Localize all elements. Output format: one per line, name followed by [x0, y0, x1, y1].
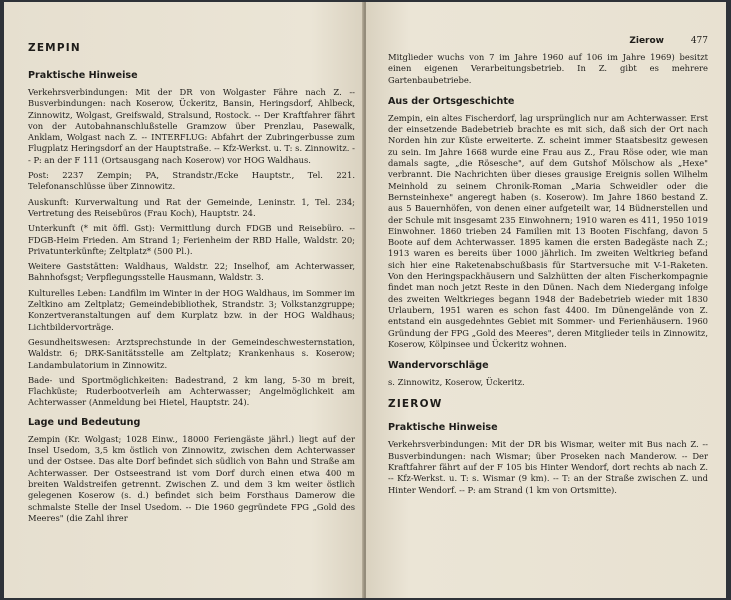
heading-praktische-hinweise-zierow: Praktische Hinweise	[388, 422, 498, 434]
paragraph-verkehr: Verkehrsverbindungen: Mit der DR von Wolgaster Fähre nach Z. -- Busverbindungen: nach Koserow, Ückeritz, Bansin, Heringsdorf, Ahlbeck, Zinnowitz, Wolgast, Greifswald, Stralsund, Rostock. -- Der Kraftfahrer fährt von der Autobahnanschlußstelle Gramzow über Prenzlau, Pasewalk, Anklam, Wolgast nach Z. -- INTERFLUG: Abfahrt der Zubringerbusse zum Flugplatz Heringsdorf an der Hauptstraße. -- Kfz-Werkst. u. T: s. Zinnowitz. -- P: an der F 111 (Ortsausgang nach Koserow) vor HOG Waldhaus.	[28, 87, 355, 165]
paragraph-gesundheit: Gesundheitswesen: Arztsprechstunde in der Gemeindeschwesternstation, Waldstr. 6; DRK-Sanitätsstelle am Zeltplatz; Krankenhaus s. Koserow; Landambulatorium in Zinnowitz.	[28, 336, 355, 370]
right-page	[366, 2, 726, 598]
paragraph-auskunft: Auskunft: Kurverwaltung und Rat der Gemeinde, Leninstr. 1, Tel. 234; Vertretung des Reisebüros (Frau Koch), Hauptstr. 24.	[28, 196, 355, 218]
page-title-zempin: ZEMPIN	[28, 42, 81, 54]
paragraph-unterkunft: Unterkunft (* mit öffl. Gst): Vermittlung durch FDGB und Reisebüro. -- FDGB-Heim Frieden. Am Strand 1; Ferienheim der RBD Halle, Waldstr. 20; Privatunterkünfte; Zeltplatz* (500 Pl.).	[28, 223, 355, 256]
heading-praktische-hinweise: Praktische Hinweise	[28, 70, 138, 81]
paragraph-sport: Bade- und Sportmöglichkeiten: Badestrand, 2 km lang, 5-30 m breit, Flachküste; Ruderbootverleih am Achterwasser; Angelmöglichkeit am Achterwasser (Anmeldung bei Hietel, Hauptstr. 24).	[28, 374, 355, 408]
paragraph-wandervorschlaege: s. Zinnowitz, Koserow, Ückeritz.	[388, 377, 525, 388]
paragraph-post: Post: 2237 Zempin; PA, Strandstr./Ecke Hauptstr., Tel. 221. Telefonanschlüsse über Zinnowitz.	[28, 170, 355, 192]
heading-wandervorschlaege: Wandervorschläge	[388, 360, 489, 372]
paragraph-gaststaetten: Weitere Gaststätten: Waldhaus, Waldstr. 22; Inselhof, am Achterwasser, Bahnhofsgst; Verpflegungsstelle Hausmann, Waldstr. 3.	[28, 261, 355, 283]
running-header	[388, 36, 708, 50]
heading-lage-und-bedeutung: Lage und Bedeutung	[28, 416, 141, 428]
left-page	[4, 2, 365, 598]
page-title-zierow: ZIEROW	[388, 398, 443, 411]
paragraph-ortsgeschichte: Zempin, ein altes Fischerdorf, lag ursprünglich nur am Achterwasser. Erst der einsetzende Badebetrieb brachte es mit sich, daß sich der Ort nach Norden hin zur Küste erweiterte. Z. scheint immer Staatsbesitz gewesen zu sein. Im Jahre 1668 wurde eine Frau aus Z., Frau Röse oder, wie man damals sagte, „die Rösesche", auf dem Gutshof Mölschow als „Hexe" verbrannt. Die Nachrichten über dieses grausige Ereignis sollen Wilhelm Meinhold zu seinem Chronik-Roman „Maria Schweidler oder die Bernsteinhexe" angeregt haben (s. Koserow). Im Jahre 1860 bestand Z. aus 5 Bauernhöfen, von denen einer aufgeteilt war, 14 Büdnerstellen und der Schule mit insgesamt 235 Einwohnern; 1910 waren es 411, 1950 1019 Einwohner. 1860 trieben 24 Familien mit 13 Booten Fischfang, davon 5 Boote auf dem Achterwasser. 1895 kamen die ersten Badegäste nach Z.; 1913 waren es bereits über 1000 jährlich. Im zweiten Weltkrieg befand sich hier eine Raketenabschußbasis für Startversuche mit V-1-Raketen. Von den Heringspackhäusern und Salzhütten der alten Fischerkompagnie findet man noch jetzt Reste in den Dünen. Nach dem Niedergang infolge des zweiten Weltkrieges begann 1948 der Badebetrieb wieder mit 1830 Urlaubern, 1951 waren es schon fast 4400. Im Dünengelände von Z. entstand ein ausgedehntes Gebiet mit Sommer- und Ferienhäusern. 1960 Gründung der FPG „Gold des Meeres", deren Mitglieder teils in Zinnowitz, Koserow, Kölpinsee und Ückeritz wohnen.	[388, 112, 708, 349]
paragraph-zierow-verkehr: Verkehrsverbindungen: Mit der DR bis Wismar, weiter mit Bus nach Z. -- Busverbindungen: nach Wismar; über Proseken nach Manderow. -- Der Kraftfahrer fährt auf der F 105 bis Hinter Wendorf, dort rechts ab nach Z. -- Kfz-Werkst. u. T: s. Wismar (9 km). -- T: an der Straße zwischen Z. und Hinter Wendorf. -- P: am Strand (1 km von Ortsmitte).	[388, 439, 708, 495]
running-title: Zierow	[629, 36, 664, 46]
paragraph-lage: Zempin (Kr. Wolgast; 1028 Einw., 18000 Feriengäste jährl.) liegt auf der Insel Usedom, 3,5 km östlich von Zinnowitz, zwischen dem Achterwasser und der Ostsee. Das alte Dorf befindet sich südlich von Bahn und Straße am Achterwasser. Der Ostseestrand ist vom Dorf durch einen etwa 400 m breiten Waldstreifen getrennt. Zwischen Z. und dem 3 km weiter östlich gelegenen Koserow (s. d.) befindet sich beim Forsthaus Damerow die schmalste Stelle der Insel Usedom. -- Die 1960 gegründete FPG „Gold des Meeres" (die Zahl ihrer	[28, 433, 355, 523]
paragraph-kultur: Kulturelles Leben: Landfilm im Winter in der HOG Waldhaus, im Sommer im Zeltkino am Zeltplatz; Gemeindebibliothek, Strandstr. 3; Volkstanzgruppe; Konzertveranstaltungen auf dem Kurplatz bzw. in der HOG Waldhaus; Lichtbildervorträge.	[28, 287, 355, 332]
heading-ortsgeschichte: Aus der Ortsgeschichte	[388, 95, 515, 107]
page-number: 477	[690, 36, 708, 46]
paragraph-mitglieder: Mitglieder wuchs von 7 im Jahre 1960 auf 106 im Jahre 1969) besitzt einen eigenen Verarbeitungsbetrieb. In Z. gibt es mehrere Gartenbaubetriebe.	[388, 52, 708, 85]
